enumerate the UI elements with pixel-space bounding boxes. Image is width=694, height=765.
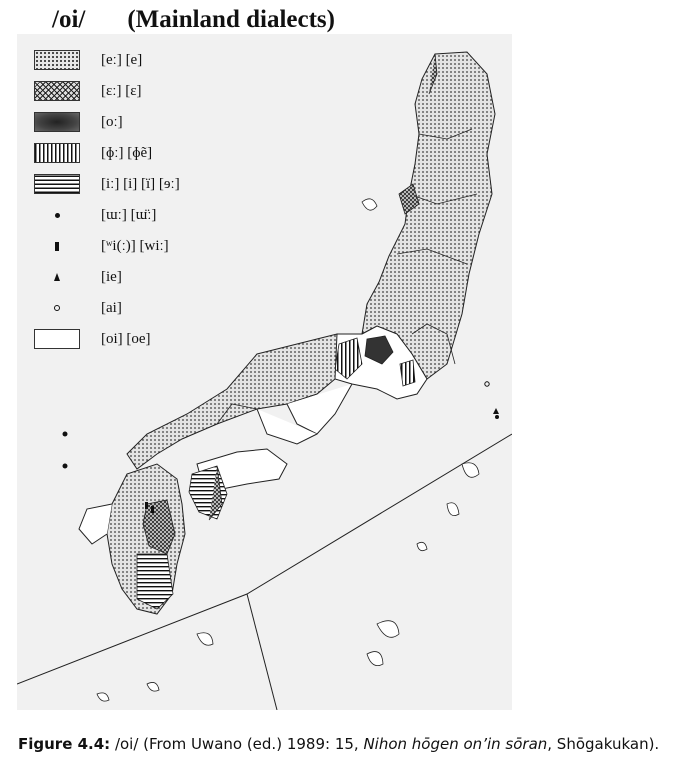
legend-label: [eː] [e] bbox=[101, 52, 143, 68]
legend-row bbox=[34, 143, 264, 174]
figure-label: Figure 4.4: bbox=[18, 735, 111, 753]
legend-row bbox=[34, 112, 264, 143]
bar-icon bbox=[34, 236, 80, 256]
legend-label: [iː] [i] [ï] [ɘː] bbox=[101, 176, 180, 192]
legend-row bbox=[34, 174, 264, 205]
ring-icon bbox=[34, 298, 80, 318]
title-phoneme: /oi/ bbox=[52, 6, 86, 33]
blank-pattern-swatch bbox=[34, 329, 80, 349]
legend-label: [ɛː] [ɛ] bbox=[101, 83, 142, 99]
legend-label: [ɯː] [ɯ̈ː] bbox=[101, 207, 157, 223]
legend-label: [ɸː] [ɸẽ] bbox=[101, 145, 153, 161]
triangle-icon bbox=[34, 267, 80, 287]
dark-pattern-swatch bbox=[34, 112, 80, 132]
legend-label: [oi] [oe] bbox=[101, 331, 151, 347]
legend-row bbox=[34, 267, 264, 298]
map-title bbox=[52, 6, 335, 34]
title-subtitle: (Mainland dialects) bbox=[127, 6, 335, 33]
legend-label: [ai] bbox=[101, 300, 122, 316]
legend-label: [ʷi(ː)] [wiː] bbox=[101, 238, 169, 254]
dot-icon bbox=[34, 205, 80, 225]
region-kyushu-horiz bbox=[137, 554, 173, 609]
dotted-pattern-swatch bbox=[34, 50, 80, 70]
legend-row bbox=[34, 298, 264, 329]
horizontal-lines-pattern-swatch bbox=[34, 174, 80, 194]
caption-text-before: /oi/ (From Uwano (ed.) 1989: 15, bbox=[110, 735, 364, 753]
caption-text-after: , Shōgakukan). bbox=[547, 735, 660, 753]
legend-row bbox=[34, 236, 264, 267]
caption-book-title: Nihon hōgen on’in sōran bbox=[363, 735, 548, 753]
legend-row bbox=[34, 50, 264, 81]
vertical-lines-pattern-swatch bbox=[34, 143, 80, 163]
legend-label: [oː] bbox=[101, 114, 123, 130]
crosshatch-pattern-swatch bbox=[34, 81, 80, 101]
map-legend bbox=[34, 50, 264, 360]
legend-row bbox=[34, 329, 264, 360]
legend-label: [ie] bbox=[101, 269, 122, 285]
legend-row bbox=[34, 81, 264, 112]
figure-caption bbox=[18, 735, 659, 753]
legend-row bbox=[34, 205, 264, 236]
island-sado bbox=[362, 199, 377, 210]
